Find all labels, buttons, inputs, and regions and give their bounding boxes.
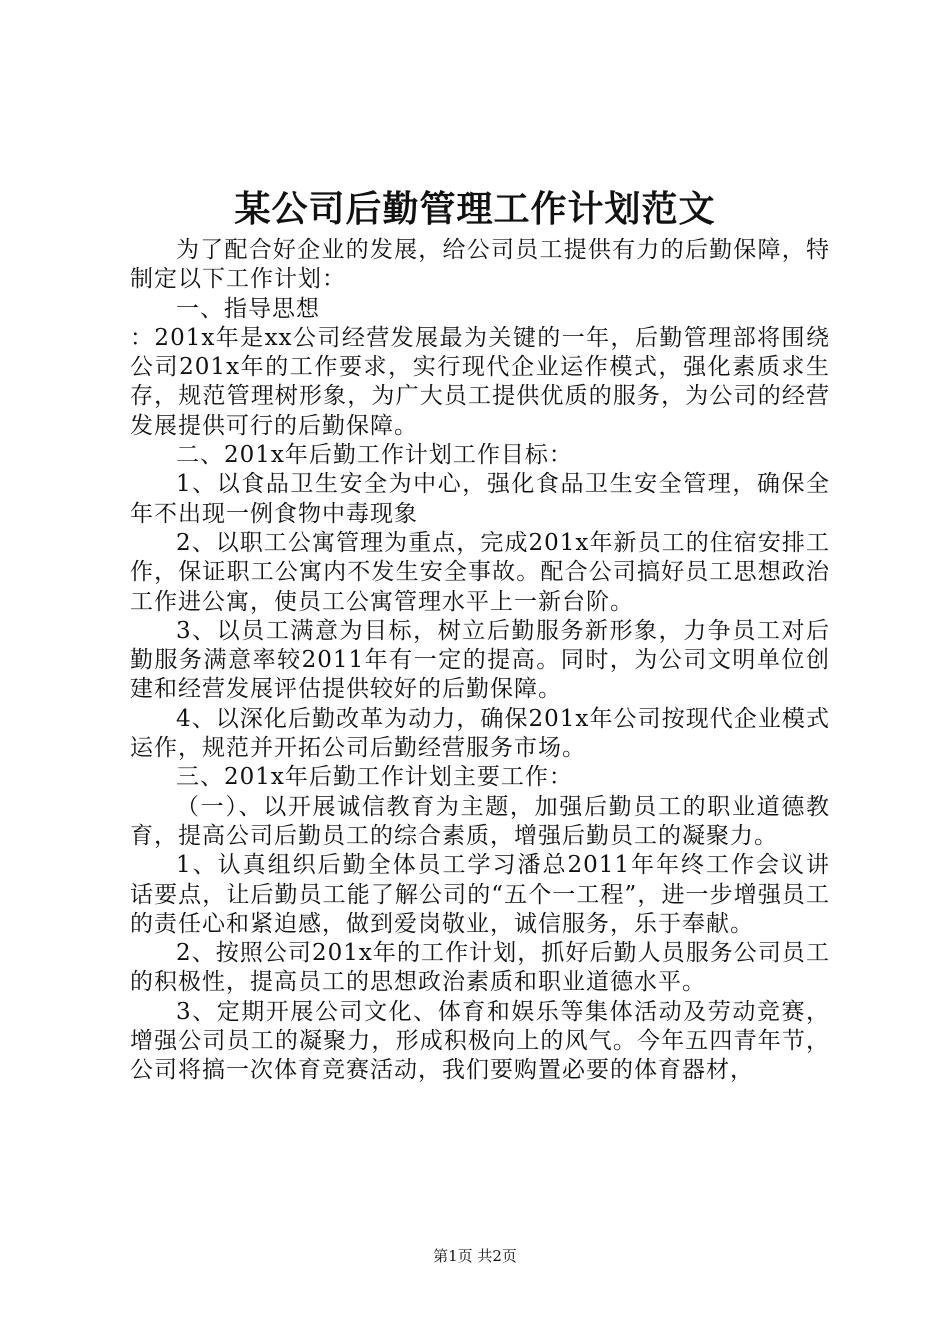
goal-item-2: 2、以职工公寓管理为重点，完成201x年新员工的住宿安排工作，保证职工公寓内不发生安全事故。配合公司搞好员工思想政治工作进公寓，使员工公寓管理水平上一新台阶。 — [130, 529, 830, 615]
intro-paragraph: 为了配合好企业的发展，给公司员工提供有力的后勤保障，特制定以下工作计划： — [130, 237, 830, 293]
guiding-thought-paragraph: ：201x年是xx公司经营发展最为关键的一年，后勤管理部将围绕公司201x年的工作要求，实行现代企业运作模式，强化素质求生存，规范管理树形象，为广大员工提供优质的服务，为公司的经营发展提供可行的后勤保障。 — [130, 324, 830, 439]
work-item-2: 2、按照公司201x年的工作计划，抓好后勤人员服务公司员工的积极性，提高员工的思想政治素质和职业道德水平。 — [130, 940, 830, 996]
goal-item-3: 3、以员工满意为目标，树立后勤服务新形象，力争员工对后勤服务满意率较2011年有一定的提高。同时，为公司文明单位创建和经营发展评估提供较好的后勤保障。 — [130, 617, 830, 703]
document-body — [130, 236, 830, 1086]
goal-item-1: 1、以食品卫生安全为中心，强化食品卫生安全管理，确保全年不出现一例食物中毒现象 — [130, 471, 830, 527]
section-heading-goals: 二、201x年后勤工作计划工作目标： — [176, 442, 573, 469]
goal-item-4: 4、以深化后勤改革为动力，确保201x年公司按现代企业模式运作，规范并开拓公司后勤经营服务市场。 — [130, 705, 830, 762]
work-item-3: 3、定期开展公司文化、体育和娱乐等集体活动及劳动竞赛，增强公司员工的凝聚力，形成积极向上的风气。今年五四青年节，公司将搞一次体育竞赛活动，我们要购置必要的体育器材， — [130, 998, 830, 1084]
page-number-footer: 第1页 共2页 — [433, 1247, 517, 1265]
section-heading-guiding-thought: 一、指导思想 — [176, 295, 320, 322]
subsection-heading-1: （一）、以开展诚信教育为主题，加强后勤员工的职业道德教育，提高公司后勤员工的综合素质，增强后勤员工的凝聚力。 — [130, 793, 830, 849]
section-heading-main-work: 三、201x年后勤工作计划主要工作： — [176, 764, 573, 791]
document-title: 某公司后勤管理工作计划范文 — [234, 188, 716, 230]
work-item-1: 1、认真组织后勤全体员工学习潘总2011年年终工作会议讲话要点，让后勤员工能了解公司的“五个一工程”，进一步增强员工的责任心和紧迫感，做到爱岗敬业，诚信服务，乐于奉献。 — [130, 852, 830, 937]
